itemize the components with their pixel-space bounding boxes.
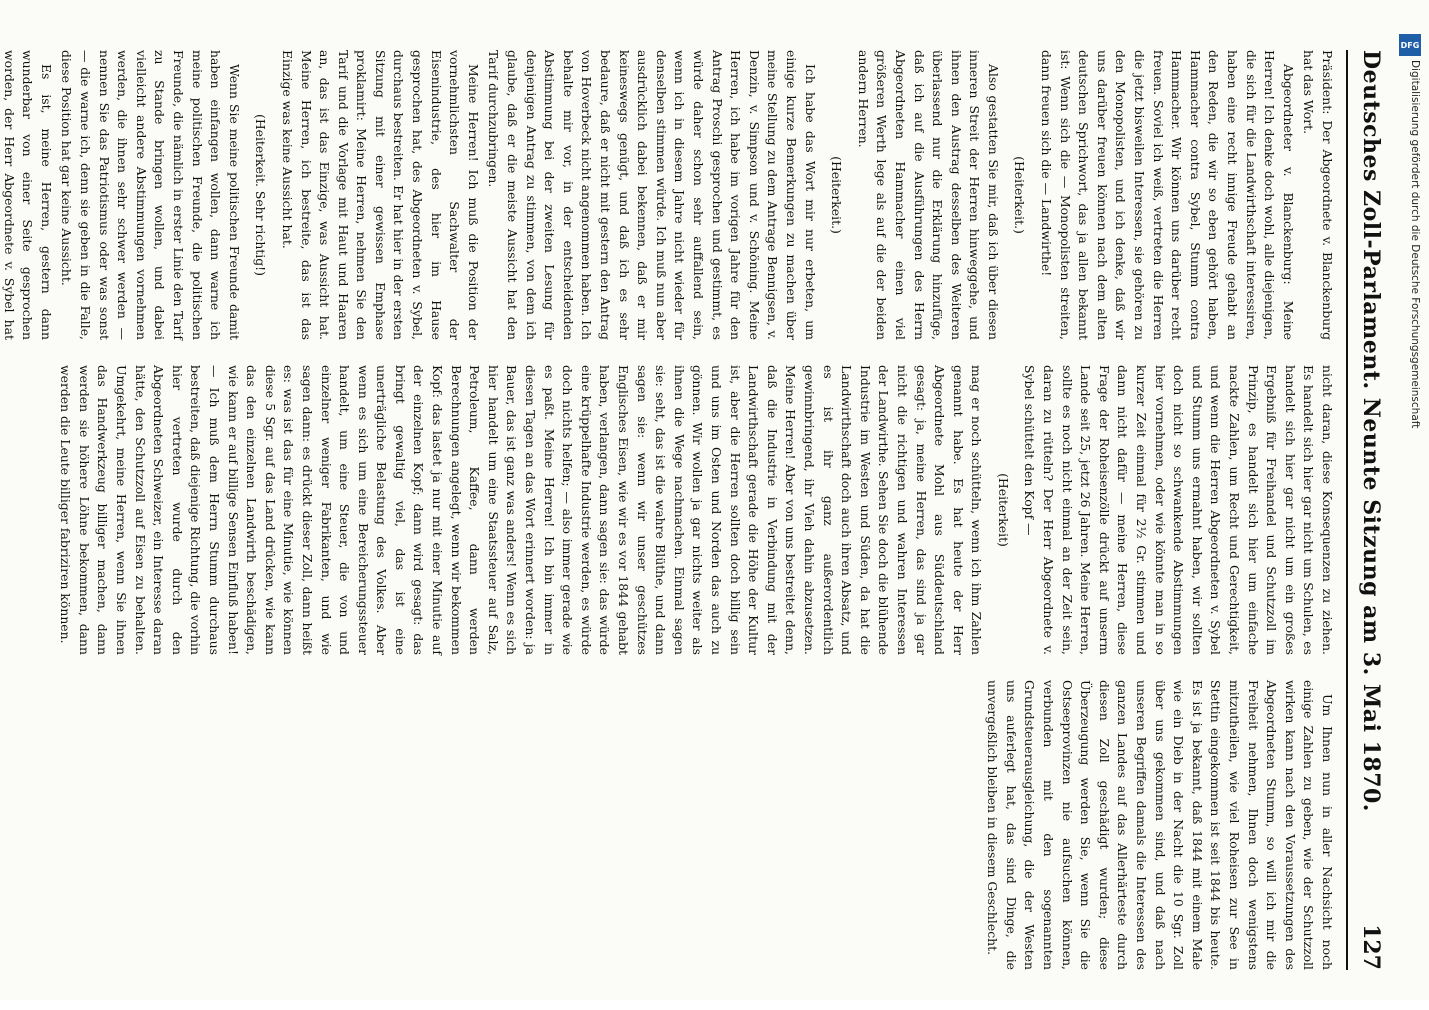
interjection: (Heiterkeit.) (829, 156, 845, 234)
running-head: Deutsches Zoll-Parlament. Neunte Sitzung am 3. Mai 1870. (1358, 50, 1384, 812)
paragraph: Ich habe das Wort mir nur erbeten, um einige kurze Bemerkungen zu machen über meine Stellung zu dem Antrage Bennigsen, v. Denzin, v. Simpson und v. Schöning. Meine Herren, ich habe im vorigen Jahre für den Antrag Proschi gesprochen und gestimmt, es würde daher schon sehr auffallend sein, wenn ich in diesem Jahre nicht wieder für denselben stimmen würde. Ich muß nun aber ausdrücklich dabei bekennen, daß er mir keineswegs genügt, und daß ich es sehr bedaure, daß er nicht mit gestern den Antrag von Hoverbeck nicht angenommen haben. Ich behalte mir vor, in der entscheidenden Abstimmung bei der zweiten Lesung für denjenigen Antrag zu stimmen, von dem ich glaube, daß er die meiste Aussicht hat den Tarif durchzubringen. (486, 50, 818, 340)
paragraph: mag er noch schütteln, wenn ich ihm Zahlen genannt habe. Es hat heute der Herr Abgeordnete Mohl aus Süddeutschland gesagt: ja, meine Herren, das sind ja gar nicht die richtigen und wahren Interessen der Landwirthe. Sehen Sie doch die blühende Industrie im Westen und Süden, da hat die Landwirthschaft doch auch ihren Absatz, und es ist ihr ganz außerordentlich gewinnbringend, ihr Vieh dahin abzusetzen. Meine Herren! Aber von uns bestreitet denn, daß die Industrie in Verbindung mit der Landwirthschaft gerade die Höhe der Kultur ist, aber die Herren sollten doch billig sein und uns im Osten und Norden das auch zu gönnen. Wir wollen ja gar nichts weiter als ihnen die Wege nachmachen. Einmal sagen sie: seht, das ist die wahre Blüthe, und dann sagen sie: wenn wir unser geschützes Englisches Eisen, wie wir es vor 1844 gehabt haben, verlangen, dann sagen sie: das würde eine krüppelhafte Industrie werden, es würde doch nichts helfen; — also immer gerade wie es paßt. Meine Herren! Ich bin immer in diesen Tagen an das Wort erinnert worden: ja Bauer, das ist ganz was anders! Wenn es sich hier handelt um eine Staatssteuer auf Salz, Petroleum, Kaffee, dann werden Berechnungen angelegt, wenn wir bekommen Kopf: das lastet ja nur mit einer Minutie auf der einzelnen Kopf; dann wird gesagt: das bringt gewaltig viel, das ist eine unerträgliche Belastung des Volkes. Aber wenn es sich um eine Bereicherungssteuer handelt, um eine Steuer, die von und einzelner weniger Fabrikanten, und wie sagen dann: es drückt dieser Zoll, dann heißt es: was ist das für eine Minutie, wie können diese 5 Sgr. auf das Land drücken, wie kann das den einzelnen Landwirth beschädigen, wie kann er auf billige Sensen Einfluß haben! — Ich muß dem Herrn Stumm durchaus bestreiten, daß diejenige Richtung, die vorhin hier vertreten wurde durch den Abgeordneten Schweizer, ein Interesse daran hätte, den Schutzzoll auf Eisen zu behalten. Umgekehrt, meine Herren, wenn Sie ihnen das Handwerkzeug billiger machen, dann werden sie höhere Löhne bekommen, dann werden die Leute billiger fabriziren können. (58, 365, 985, 655)
page-header (1346, 50, 1388, 970)
dfg-logo-icon: DFG (1399, 34, 1421, 56)
paragraph: nicht daran, diese Konsequenzen zu ziehen. Es handelt sich hier gar nicht um Schulen, es handelt sich hier gar nicht um ein großes Ergebniß für Freihandel und Schutzzoll im Prinzip, es handelt sich hier um einfache nackte Zahlen, um Recht und Gerechtigkeit, und wenn die Herren Abgeordneten v. Sybel und Stumm uns ermahnt haben, wir sollten doch nicht so schwankende Abstimmungen hier vornehmen, oder wie könnte man in so kurzer Zeit einmal für 2½ Gr. stimmen und dann nicht dafür — meine Herren, diese Frage der Roheisenzölle drückt auf unserm Lande seit 25, jetzt 26 Jahren. Meine Herren, sollte es noch nicht einmal an der Zeit sein, daran zu rütteln? Der Herr Abgeordnete v. Sybel schüttelt den Kopf — (1022, 365, 1335, 655)
text-column-1 (1, 50, 1336, 340)
text-column-2 (26, 365, 1336, 655)
text-column-3 (26, 680, 1336, 970)
paragraph: Präsident: Der Abgeordnete v. Blanckenburg hat das Wort. (1301, 50, 1335, 340)
funding-note-text: Digitalisierung gefördert durch die Deutsche Forschungsgemeinschaft (1409, 60, 1421, 429)
paragraph: Wenn Sie meine politischen Freunde damit haben einfangen wollen, dann warne ich meine politischen Freunde, die politischen Freunde, die nämlich in erster Linie den Tarif zu Stande bringen wollen, und dabei vielleicht andere Abstimmungen vornehmen werden, die ihnen sehr schwer werden — nennen Sie das Patriotismus oder was sonst — die warne ich, denn sie geben in die Falle, diese Position hat gar keine Aussicht. (59, 50, 242, 340)
page-number: 127 (1358, 924, 1384, 970)
paragraph: Um Ihnen nun in aller Nachsicht noch einige Zahlen zu geben, wie der Schutzzoll wirken kann nach den Voraussetzungen des Abgeordneten Stumm, so will ich mir die Freiheit nehmen, Ihnen doch wenigstens mitzutheilen, wie viel Roheisen zur See in Stettin eingekommen ist seit 1844 bis heute. Es ist ja bekannt, daß 1844 mit einem Male wie ein Dieb in der Nacht die 10 Sgr. Zoll über uns gekommen sind, und daß nach unseren Begriffen damals die Interessen des ganzen Landes auf das Allerhärteste durch diesen Zoll geschädigt wurden; diese Überzeugung werden Sie, wenn Sie die Ostseeprovinzen nie aufsuchen können, verbunden mit den sogenannten Grundsteuerausgleichung, die der Westen uns auferlegt hat, das sind Dinge, die unvergeßlich bleiben in diesem Geschlecht. (985, 680, 1335, 970)
interjection: (Heiterkeit.) (1012, 156, 1028, 234)
paragraph: Abgeordneter v. Blanckenburg: Meine Herren! Ich denke doch wohl, alle diejenigen, die sich für die Landwirthschaft interessiren, haben eine recht innige Freude gehabt an den Reden, die wir so eben gehört haben, Hammacher contra Sybel, Stumm contra Hammacher. Wir können uns darüber recht freuen. Soviel ich weiß, vertreten die Herren die jetzt bisweilen Interessen, sie gehören zu den Monopolisten, und ich denke, daß wir uns darüber freuen können nach dem alten deutschen Sprichwort, das ja allen bekannt ist: Wenn sich die — Monopolisten streiten, dann freuen sich die — Landwirthe! (1039, 50, 1296, 340)
funding-note (1400, 30, 1423, 970)
rotated-page (1, 10, 1400, 1010)
interjection: (Heiterkeit) (995, 473, 1011, 547)
paragraph: Es ist, meine Herren, gestern dann wunderbar von einer Seite gesprochen worden, der Herr Abgeordnete v. Sybel hat (1, 50, 54, 340)
paragraph: Also gestatten Sie mir, daß ich über diesen inneren Streit der Herren hinweggehe, und ihnen den Austrag desselben des Weiteren überlassend nur die Erklärung hinzufüge, daß ich auf die Ausführungen des Herrn Abgeordneten Hammacher einen viel größeren Werth lege als auf die der beiden andern Herren. (855, 50, 1001, 340)
paragraph: Meine Herren! Ich muß die Position der vornehmlichsten Sachwalter der Eisenindustrie, des hier im Hause gesprochen hat, des Abgeordneten v. Sybel, durchaus bestreiten. Er hat hier in der ersten Sitzung mit einer gewissen Emphase proklamirt: Meine Herren, nehmen Sie den Tarif und die Vorlage mit Haut und Haaren an, das ist das Einzige, was Aussicht hat. Meine Herren, ich bestreite, das ist das Einzige was keine Aussicht hat. (279, 50, 481, 340)
interjection: (Heiterkeit. Sehr richtig!) (253, 114, 269, 276)
